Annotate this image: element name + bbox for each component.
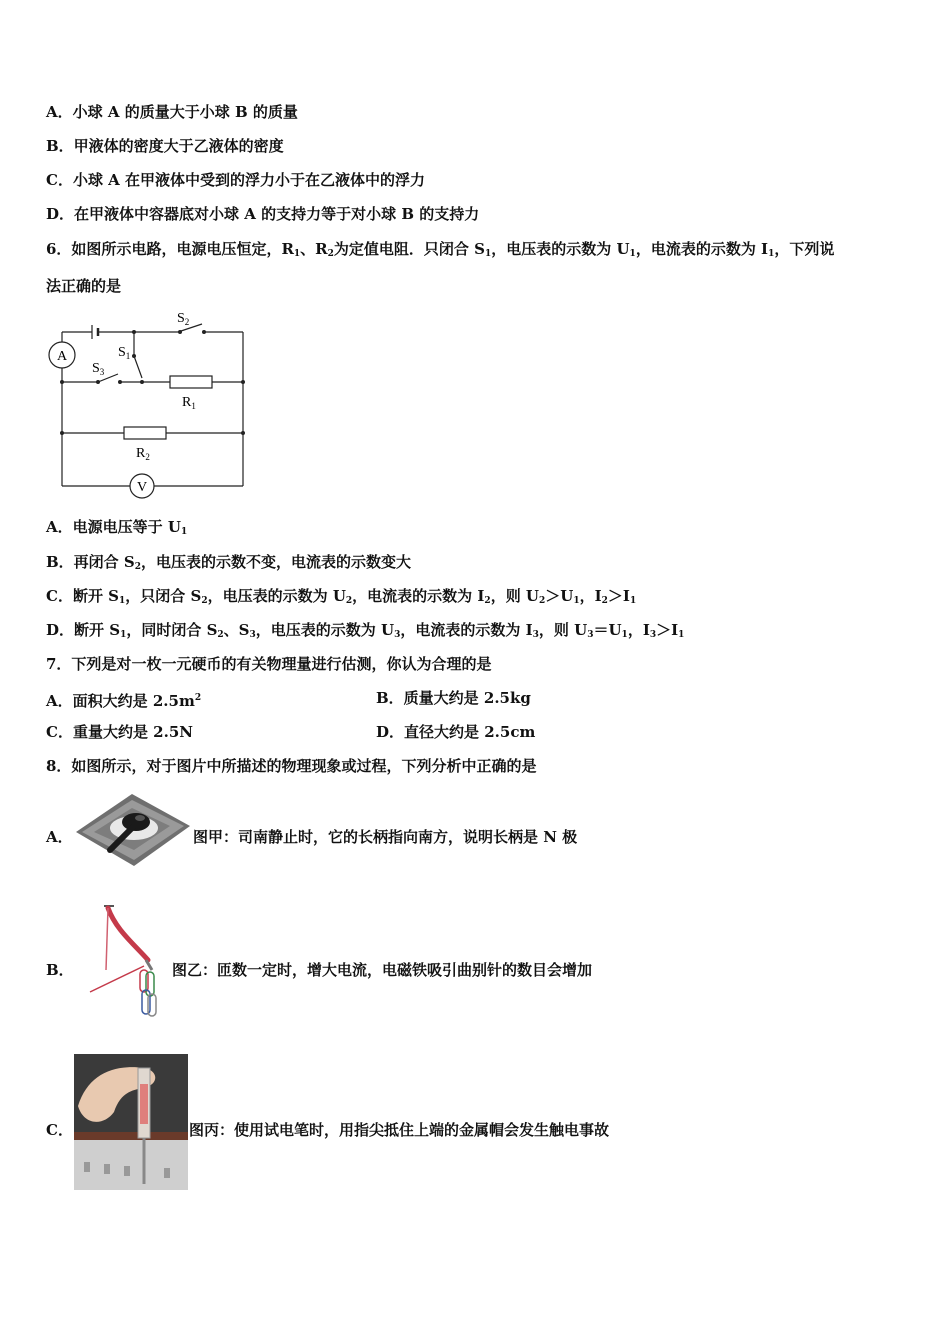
q7-stem: 7．下列是对一枚一元硬币的有关物理量进行估测，你认为合理的是: [46, 655, 492, 673]
q8-option-a-text: 图甲：司南静止时，它的长柄指向南方，说明长柄是 N 极: [193, 828, 578, 846]
s1-label: $S_1$: [118, 345, 131, 361]
q6-stem-line2: 法正确的是: [46, 277, 122, 295]
r2-label: $R_2$: [136, 446, 150, 462]
q6-option-d: D．断开 $S_1$，同时闭合 $S_2$、$S_3$，电压表的示数为 $U_3$，电流表的示数为 $I_3$，则 $U_3=U_1$，$I_3>I_1$: [46, 621, 685, 640]
q7-option-a: A．面积大约是 $2.5m^2$: [46, 692, 202, 710]
q8-option-a-label: A．: [46, 828, 73, 846]
q8-option-c-label: C．: [46, 1121, 73, 1139]
s3-label: $S_3$: [92, 361, 105, 377]
electromagnet-paperclips-image: [86, 900, 166, 1022]
q5-option-b: B．甲液体的密度大于乙液体的密度: [46, 137, 284, 155]
q6-option-a: A．电源电压等于 $U_1$: [46, 518, 188, 537]
q6-option-b: B．再闭合 $S_2$，电压表的示数不变，电流表的示数变大: [46, 553, 412, 572]
q5-option-c: C．小球 A 在甲液体中受到的浮力小于在乙液体中的浮力: [46, 171, 426, 189]
r1-label: $R_1$: [182, 395, 196, 411]
q5-option-a: A．小球 A 的质量大于小球 B 的质量: [46, 103, 298, 121]
ammeter-label: A: [57, 349, 68, 364]
q8-stem: 8．如图所示，对于图片中所描述的物理现象或过程，下列分析中正确的是: [46, 757, 537, 775]
q6-option-c: C．断开 $S_1$，只闭合 $S_2$，电压表的示数为 $U_2$，电流表的示数为 $I_2$，则 $U_2>U_1$，$I_2>I_1$: [46, 587, 637, 606]
q8-option-b-label: B．: [46, 961, 74, 979]
q8-option-c-text: 图丙：使用试电笔时，用指尖抵住上端的金属帽会发生触电事故: [189, 1121, 610, 1139]
q7-option-b: B．质量大约是 2.5kg: [376, 689, 531, 707]
voltmeter-label: V: [137, 480, 148, 495]
q6-stem-line1: 6．如图所示电路，电源电压恒定，$R_1$、$R_2$为定值电阻．只闭合 $S_1$，电压表的示数为 $U_1$，电流表的示数为 $I_1$，下列说: [46, 240, 835, 259]
circuit-diagram: [42, 308, 262, 500]
q7-option-d: D．直径大约是 2.5cm: [376, 723, 536, 741]
s2-label: $S_2$: [177, 311, 190, 327]
test-pen-image: [74, 1054, 188, 1190]
q5-option-d: D．在甲液体中容器底对小球 A 的支持力等于对小球 B 的支持力: [46, 205, 480, 223]
sinan-compass-image: [72, 788, 192, 868]
q7-option-c: C．重量大约是 2.5N: [46, 723, 193, 741]
q8-option-b-text: 图乙：匝数一定时，增大电流，电磁铁吸引曲别针的数目会增加: [172, 961, 593, 979]
